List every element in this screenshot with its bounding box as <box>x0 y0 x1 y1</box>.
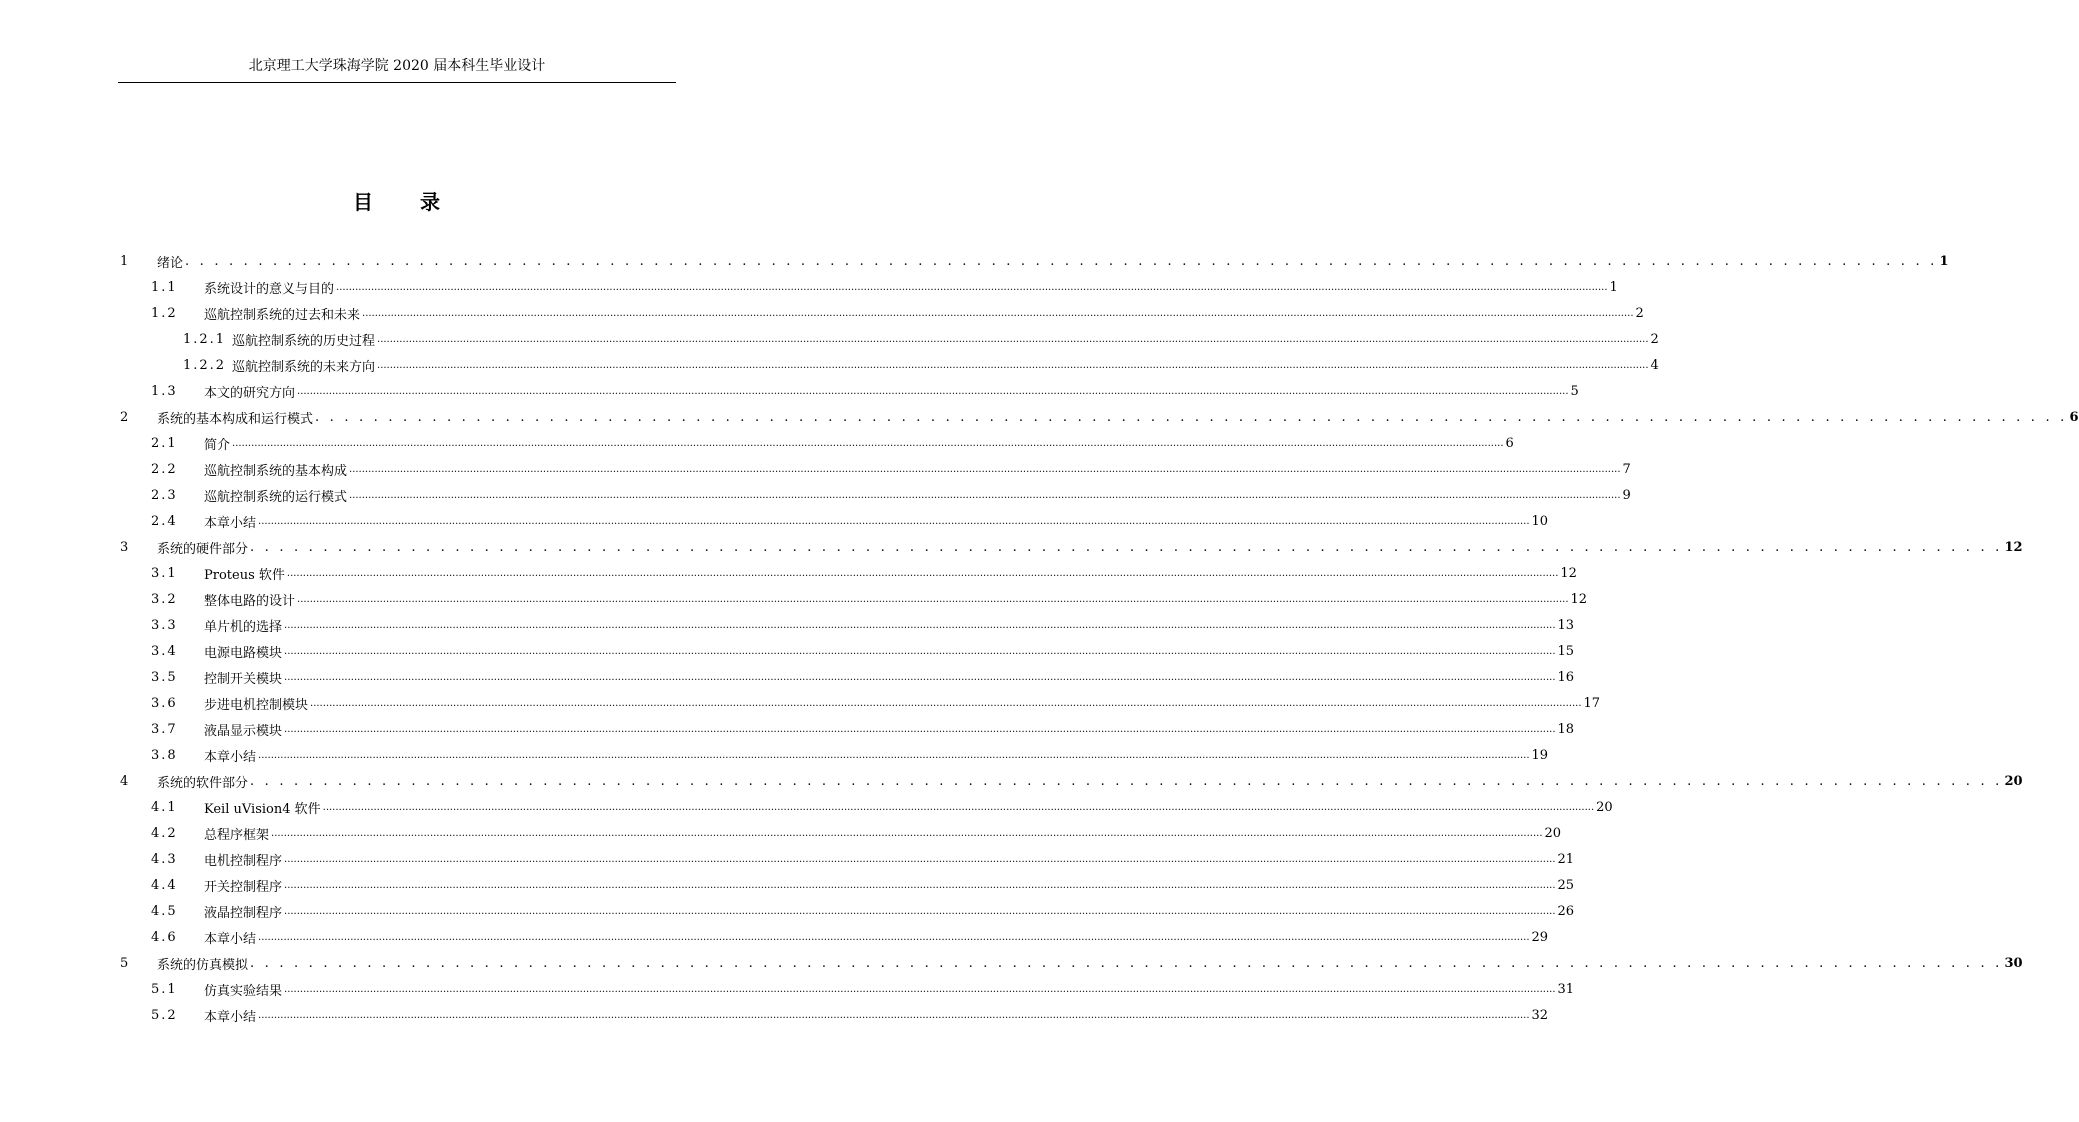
toc-entry-title: 巡航控制系统的过去和未来 <box>204 307 361 323</box>
toc-entry-page: 19 <box>1531 747 1549 763</box>
toc-entry[interactable] <box>151 898 1575 924</box>
toc-entry[interactable] <box>151 924 1549 950</box>
toc-entry[interactable] <box>151 690 1601 716</box>
toc-entry[interactable] <box>151 664 1575 690</box>
toc-entry-title: 巡航控制系统的未来方向 <box>232 359 376 375</box>
toc-entry-page: 7 <box>1622 461 1631 477</box>
toc-entry-title: 电源电路模块 <box>204 645 283 661</box>
toc-entry[interactable] <box>151 378 1579 404</box>
toc-entry-page: 25 <box>1557 877 1575 893</box>
toc-entry-page: 12 <box>1570 591 1588 607</box>
toc-dot-leader: ................................................................................................................................................................................................................................................................................................................................................................................................................ <box>284 879 1556 891</box>
toc-entry-number: 2.4 <box>151 513 178 529</box>
toc-entry[interactable] <box>151 820 1562 846</box>
toc-dot-leader: ................................................................................................................................................................................................................................................................................................................................................................................................................ <box>377 359 1649 371</box>
toc-dot-leader: ................................................................................................................................................................................................................................................................................................................................................................................................................ <box>349 463 1621 475</box>
toc-entry[interactable] <box>151 612 1575 638</box>
toc-entry-page: 32 <box>1531 1007 1549 1023</box>
toc-entry-page: 15 <box>1557 643 1575 659</box>
toc-entry-title: 液晶显示模块 <box>204 723 283 739</box>
toc-entry[interactable] <box>120 768 2023 794</box>
toc-entry[interactable] <box>151 716 1575 742</box>
toc-entry-number: 1 <box>120 253 129 269</box>
toc-dot-leader: ................................................................................................................................................................................................................................................................................................................................................................................................................ <box>377 333 1649 345</box>
toc-entry-number: 4.3 <box>151 851 178 867</box>
toc-dot-leader: ................................................................................................................................................................................................................................................................................................................................................................................................................ <box>284 723 1556 735</box>
toc-entry[interactable] <box>151 638 1575 664</box>
toc-entry-number: 4.6 <box>151 929 178 945</box>
toc-entry-number: 3.6 <box>151 695 178 711</box>
toc-entry-title: 绪论 <box>157 255 184 271</box>
toc-entry[interactable] <box>151 586 1588 612</box>
toc-entry-number: 3 <box>120 539 129 555</box>
toc-entry-page: 17 <box>1583 695 1601 711</box>
toc-dot-leader: ................................................................................................................................................................................................................................................................................................................................................................................................................ <box>232 437 1504 449</box>
toc-dot-leader: ................................................................................................................................................................................................................................................................................................................................................................................................................ <box>284 645 1556 657</box>
toc-entry-page: 9 <box>1622 487 1631 503</box>
toc-entry-title: 整体电路的设计 <box>204 593 296 609</box>
toc-entry-number: 4 <box>120 773 129 789</box>
toc-entry-title: 仿真实验结果 <box>204 983 283 999</box>
toc-dot-leader: . . . . . . . . . . . . . . . . . . . . . . . . . . . . . . . . . . . . . . . . . . . . . . . . . . . . . . . . . . . . . . . . . . . . . . . . . . . . . . . . . . . . . . . . . . . . . . . . . . . . . . . . . . . . . . . . . . . . . . . . <box>250 955 2003 971</box>
toc-entry-page: 4 <box>1650 357 1659 373</box>
toc-entry-number: 3.3 <box>151 617 178 633</box>
toc-entry[interactable] <box>151 560 1577 586</box>
toc-entry-title: 液晶控制程序 <box>204 905 283 921</box>
toc-entry-page: 2 <box>1635 305 1644 321</box>
toc-dot-leader: ................................................................................................................................................................................................................................................................................................................................................................................................................ <box>322 801 1595 813</box>
toc-entry-number: 3.7 <box>151 721 178 737</box>
toc-entry-title: 巡航控制系统的历史过程 <box>232 333 376 349</box>
toc-entry-page: 1 <box>1609 279 1618 295</box>
toc-entry-page: 2 <box>1650 331 1659 347</box>
toc-entry-page: 30 <box>2004 955 2023 971</box>
toc-entry-title: 步进电机控制模块 <box>204 697 309 713</box>
toc-dot-leader: ................................................................................................................................................................................................................................................................................................................................................................................................................ <box>284 671 1556 683</box>
toc-entry[interactable] <box>183 326 1659 352</box>
toc-entry-page: 1 <box>1939 253 1949 269</box>
toc-entry[interactable] <box>151 300 1644 326</box>
toc-entry[interactable] <box>120 950 2023 976</box>
toc-entry-number: 1.2.2 <box>183 357 227 373</box>
toc-dot-leader: ................................................................................................................................................................................................................................................................................................................................................................................................................ <box>284 905 1556 917</box>
toc-entry-page: 12 <box>1560 565 1577 581</box>
toc-dot-leader: ................................................................................................................................................................................................................................................................................................................................................................................................................ <box>258 749 1530 761</box>
toc-entry-page: 6 <box>1505 435 1514 451</box>
toc-entry-number: 3.2 <box>151 591 178 607</box>
toc-entry-number: 4.1 <box>151 799 178 815</box>
toc-entry-title: 单片机的选择 <box>204 619 283 635</box>
toc-entry[interactable] <box>120 534 2023 560</box>
toc-entry-number: 2.1 <box>151 435 178 451</box>
page-header: 北京理工大学珠海学院 2020 届本科生毕业设计 <box>248 58 546 74</box>
toc-entry-title: Keil uVision4 软件 <box>204 801 321 817</box>
toc-entry-page: 20 <box>1596 799 1613 815</box>
toc-entry-title: 本文的研究方向 <box>204 385 296 401</box>
toc-entry-number: 5.2 <box>151 1007 178 1023</box>
toc-dot-leader: ................................................................................................................................................................................................................................................................................................................................................................................................................ <box>284 619 1556 631</box>
toc-entry[interactable] <box>151 482 1631 508</box>
toc-entry-number: 4.2 <box>151 825 178 841</box>
toc-dot-leader: . . . . . . . . . . . . . . . . . . . . . . . . . . . . . . . . . . . . . . . . . . . . . . . . . . . . . . . . . . . . . . . . . . . . . . . . . . . . . . . . . . . . . . . . . . . . . . . . . . . . . . . . . . . . . . . . . . . . . . . . <box>185 253 1938 269</box>
toc-entry-page: 12 <box>2004 539 2023 555</box>
toc-dot-leader: ................................................................................................................................................................................................................................................................................................................................................................................................................ <box>258 1009 1530 1021</box>
toc-entry-number: 1.1 <box>151 279 178 295</box>
toc-dot-leader: ................................................................................................................................................................................................................................................................................................................................................................................................................ <box>297 593 1569 605</box>
toc-entry-page: 20 <box>1544 825 1562 841</box>
toc-entry-title: 巡航控制系统的基本构成 <box>204 463 348 479</box>
toc-entry-title: 系统设计的意义与目的 <box>204 281 335 297</box>
toc-entry-page: 10 <box>1531 513 1549 529</box>
toc-entry-title: 巡航控制系统的运行模式 <box>204 489 348 505</box>
toc-entry-page: 20 <box>2004 773 2023 789</box>
toc-dot-leader: . . . . . . . . . . . . . . . . . . . . . . . . . . . . . . . . . . . . . . . . . . . . . . . . . . . . . . . . . . . . . . . . . . . . . . . . . . . . . . . . . . . . . . . . . . . . . . . . . . . . . . . . . . . . . . . . . . . . . . . . <box>250 539 2003 555</box>
toc-entry-number: 2.2 <box>151 461 178 477</box>
toc-entry[interactable] <box>183 352 1659 378</box>
toc-title: 目 录 <box>353 190 460 214</box>
toc-entry-title: 本章小结 <box>204 1009 257 1025</box>
toc-entry-number: 4.4 <box>151 877 178 893</box>
toc-dot-leader: ................................................................................................................................................................................................................................................................................................................................................................................................................ <box>258 931 1530 943</box>
toc-entry-number: 4.5 <box>151 903 178 919</box>
toc-entry-number: 3.1 <box>151 565 178 581</box>
toc-entry-number: 1.2.1 <box>183 331 227 347</box>
toc-entry-page: 26 <box>1557 903 1575 919</box>
toc-entry[interactable] <box>151 846 1575 872</box>
toc-entry-title: 电机控制程序 <box>204 853 283 869</box>
toc-entry-page: 31 <box>1557 981 1575 997</box>
toc-dot-leader: ................................................................................................................................................................................................................................................................................................................................................................................................................ <box>284 983 1556 995</box>
toc-entry-page: 21 <box>1557 851 1575 867</box>
toc-entry[interactable] <box>151 872 1575 898</box>
toc-dot-leader: ................................................................................................................................................................................................................................................................................................................................................................................................................ <box>271 827 1543 839</box>
toc-entry-number: 3.5 <box>151 669 178 685</box>
toc-dot-leader: . . . . . . . . . . . . . . . . . . . . . . . . . . . . . . . . . . . . . . . . . . . . . . . . . . . . . . . . . . . . . . . . . . . . . . . . . . . . . . . . . . . . . . . . . . . . . . . . . . . . . . . . . . . . . . . . . . . . . . . . <box>250 773 2003 789</box>
toc-dot-leader: ................................................................................................................................................................................................................................................................................................................................................................................................................ <box>349 489 1621 501</box>
toc-entry[interactable] <box>151 456 1631 482</box>
toc-entry-page: 6 <box>2069 409 2079 425</box>
toc-entry-number: 1.3 <box>151 383 178 399</box>
toc-entry-page: 5 <box>1570 383 1579 399</box>
toc-dot-leader: ................................................................................................................................................................................................................................................................................................................................................................................................................ <box>284 853 1556 865</box>
toc-dot-leader: ................................................................................................................................................................................................................................................................................................................................................................................................................ <box>286 567 1559 579</box>
toc-entry-title: 系统的基本构成和运行模式 <box>157 411 314 427</box>
toc-entry-title: 简介 <box>204 437 231 453</box>
toc-dot-leader: ................................................................................................................................................................................................................................................................................................................................................................................................................ <box>362 307 1634 319</box>
toc-dot-leader: ................................................................................................................................................................................................................................................................................................................................................................................................................ <box>336 281 1608 293</box>
toc-entry-number: 5 <box>120 955 129 971</box>
toc-entry[interactable] <box>151 742 1549 768</box>
header-rule <box>118 82 676 83</box>
toc-entry-number: 3.8 <box>151 747 178 763</box>
toc-entry-title: Proteus 软件 <box>204 567 285 583</box>
toc-entry-title: 总程序框架 <box>204 827 270 843</box>
toc-dot-leader: ................................................................................................................................................................................................................................................................................................................................................................................................................ <box>310 697 1582 709</box>
toc-entry[interactable] <box>151 1002 1549 1028</box>
toc-entry-page: 18 <box>1557 721 1575 737</box>
toc-entry-number: 1.2 <box>151 305 178 321</box>
toc-entry-number: 2.3 <box>151 487 178 503</box>
toc-entry[interactable] <box>151 976 1575 1002</box>
toc-entry-number: 2 <box>120 409 129 425</box>
toc-entry-number: 5.1 <box>151 981 178 997</box>
toc-entry-title: 系统的硬件部分 <box>157 541 249 557</box>
toc-entry-title: 系统的软件部分 <box>157 775 249 791</box>
toc-entry-title: 本章小结 <box>204 931 257 947</box>
toc-entry[interactable] <box>151 508 1549 534</box>
toc-entry-title: 控制开关模块 <box>204 671 283 687</box>
toc-dot-leader: ................................................................................................................................................................................................................................................................................................................................................................................................................ <box>258 515 1530 527</box>
toc-entry-title: 本章小结 <box>204 515 257 531</box>
toc-entry[interactable] <box>151 430 1514 456</box>
toc-entry[interactable] <box>120 404 2079 430</box>
toc-dot-leader: . . . . . . . . . . . . . . . . . . . . . . . . . . . . . . . . . . . . . . . . . . . . . . . . . . . . . . . . . . . . . . . . . . . . . . . . . . . . . . . . . . . . . . . . . . . . . . . . . . . . . . . . . . . . . . . . . . . . . . . . <box>315 409 2068 425</box>
toc-entry-number: 3.4 <box>151 643 178 659</box>
toc-entry[interactable] <box>151 274 1618 300</box>
toc-entry-page: 13 <box>1557 617 1575 633</box>
toc-dot-leader: ................................................................................................................................................................................................................................................................................................................................................................................................................ <box>297 385 1569 397</box>
toc-entry-title: 本章小结 <box>204 749 257 765</box>
toc-entry-title: 开关控制程序 <box>204 879 283 895</box>
toc-entry-title: 系统的仿真模拟 <box>157 957 249 973</box>
toc-entry-page: 29 <box>1531 929 1549 945</box>
toc-entry[interactable] <box>120 248 1949 274</box>
toc-entry[interactable] <box>151 794 1613 820</box>
toc-entry-page: 16 <box>1557 669 1575 685</box>
